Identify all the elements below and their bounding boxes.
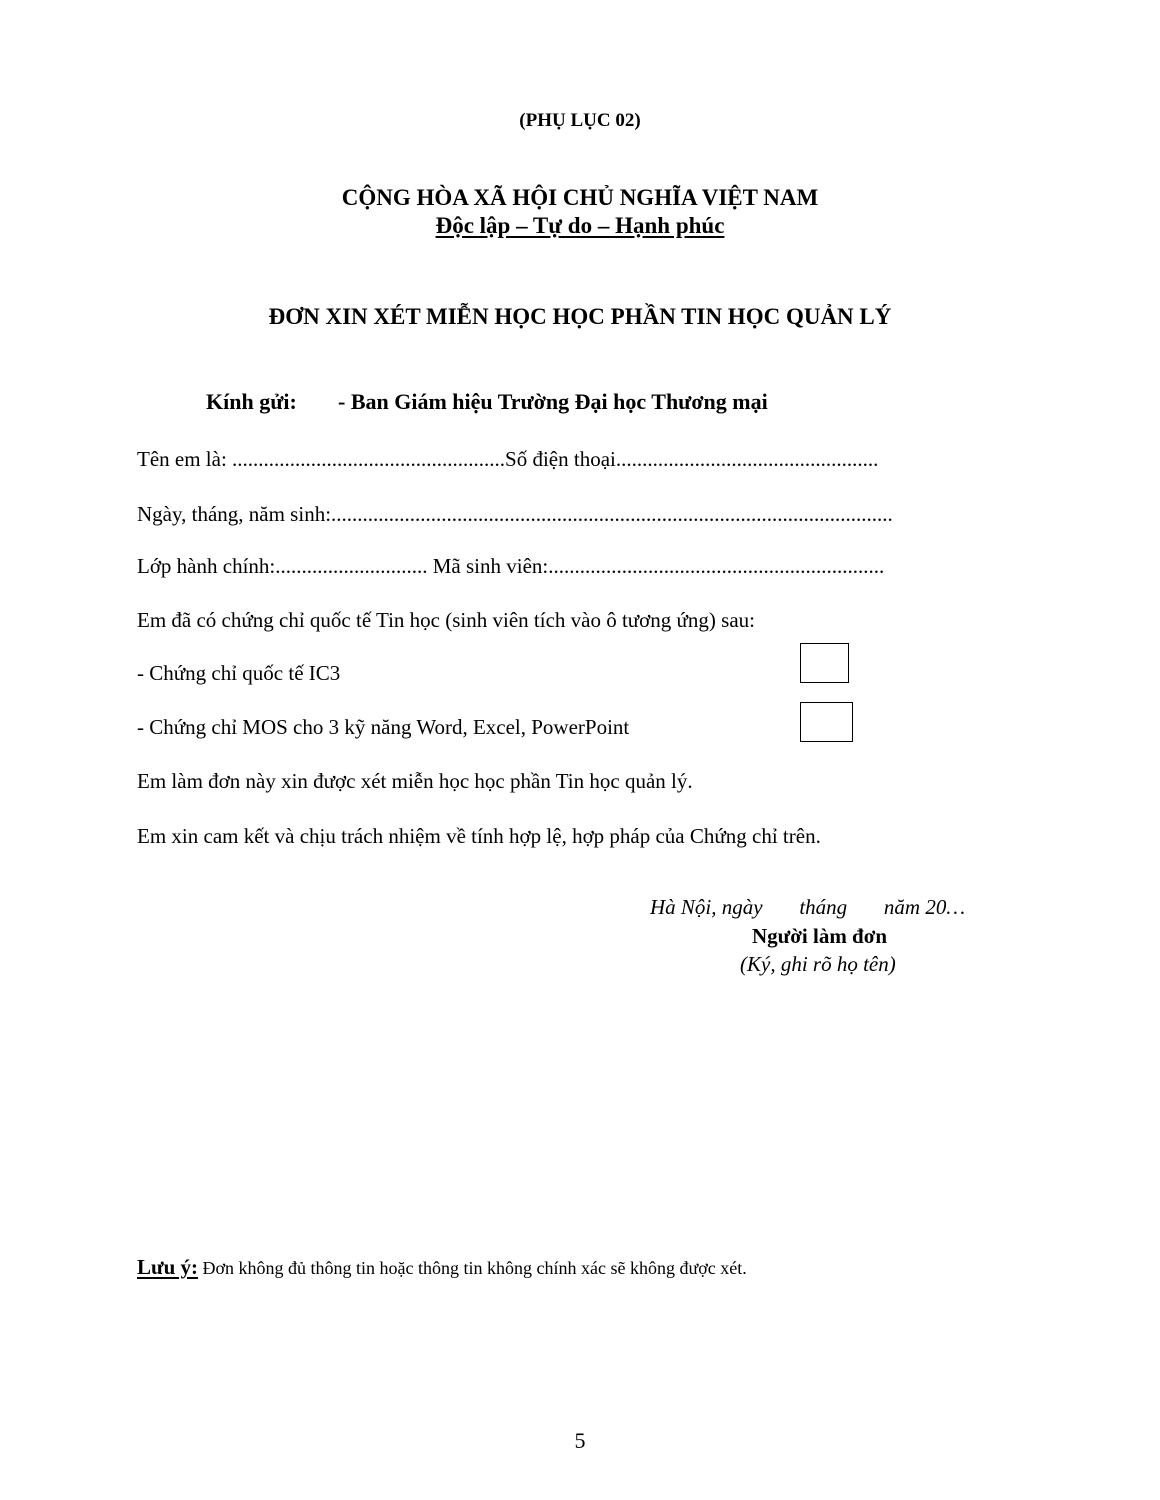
note — [137, 1257, 747, 1278]
field-name-phone: Tên em là: ....................................................Số điện thoại.................................................. — [137, 447, 879, 471]
page-number: 5 — [574, 1428, 586, 1453]
country-heading: CỘNG HÒA XÃ HỘI CHỦ NGHĨA VIỆT NAM — [341, 185, 819, 210]
signature-date-line: Hà Nội, ngày tháng năm 20… — [650, 895, 965, 919]
motto: Độc lập – Tự do – Hạnh phúc — [435, 213, 725, 238]
field-birthdate: Ngày, tháng, năm sinh:........................................................................................................... — [137, 502, 893, 526]
request-text: Em làm đơn này xin được xét miễn học học phần Tin học quản lý. — [137, 769, 693, 793]
certificate-option-ic3: - Chứng chỉ quốc tế IC3 — [137, 661, 341, 685]
certificates-intro: Em đã có chứng chỉ quốc tế Tin học (sinh viên tích vào ô tương ứng) sau: — [137, 608, 755, 632]
certificate-option-mos: - Chứng chỉ MOS cho 3 kỹ năng Word, Excel, PowerPoint — [137, 715, 630, 739]
ic3-checkbox[interactable] — [800, 643, 849, 683]
signer-title: Người làm đơn — [752, 924, 888, 948]
commitment-text: Em xin cam kết và chịu trách nhiệm về tính hợp lệ, hợp pháp của Chứng chỉ trên. — [137, 824, 821, 848]
signature-instruction: (Ký, ghi rõ họ tên) — [740, 952, 896, 976]
field-class-student-id: Lớp hành chính:............................. Mã sinh viên:................................................................ — [137, 554, 885, 578]
recipient-value: - Ban Giám hiệu Trường Đại học Thương mại — [338, 389, 768, 414]
recipient-label: Kính gửi: — [206, 389, 297, 414]
form-title: ĐƠN XIN XÉT MIỄN HỌC HỌC PHẦN TIN HỌC QUẢN LÝ — [268, 304, 892, 329]
note-label: Lưu ý: — [137, 1255, 199, 1279]
mos-checkbox[interactable] — [800, 702, 853, 742]
appendix-label: (PHỤ LỤC 02) — [519, 110, 641, 131]
note-text: Đơn không đủ thông tin hoặc thông tin không chính xác sẽ không được xét. — [198, 1258, 747, 1278]
